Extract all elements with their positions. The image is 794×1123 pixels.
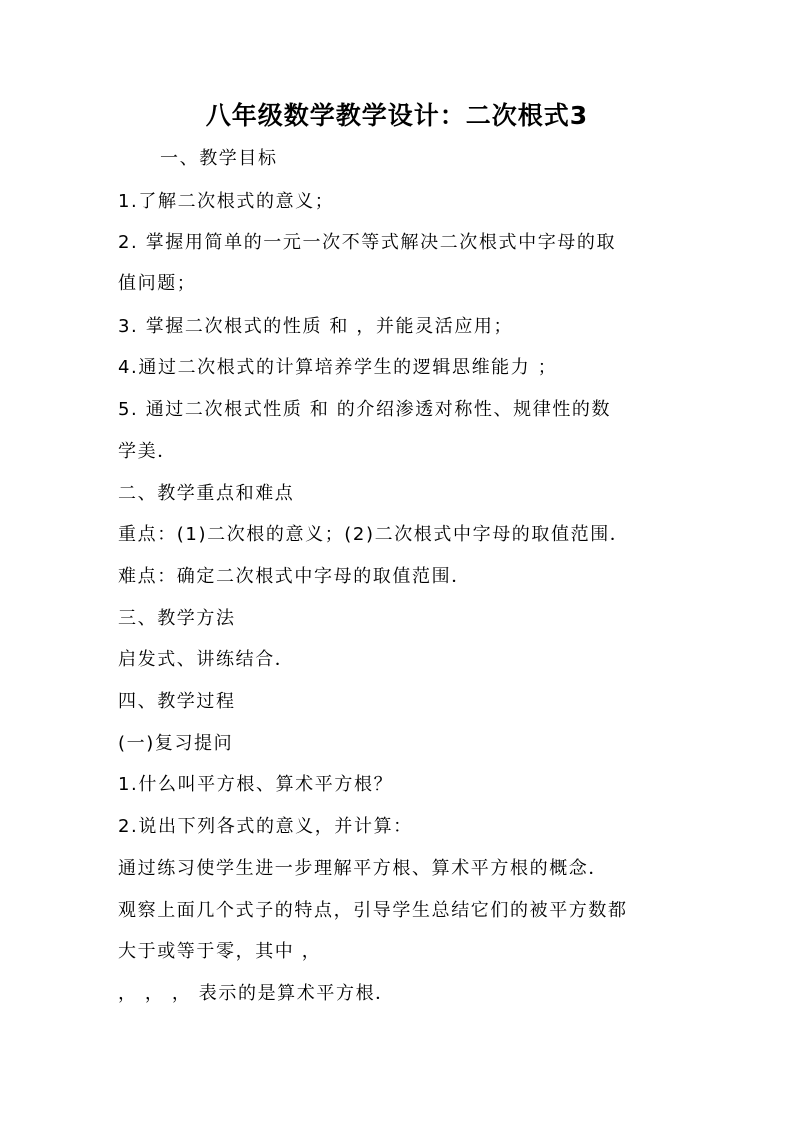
paragraph-line: 值问题； (118, 273, 197, 294)
paragraph-line: 难点：确定二次根式中字母的取值范围． (118, 566, 471, 587)
paragraph-line: 1.了解二次根式的意义； (118, 191, 335, 212)
section-heading-objectives: 一、教学目标 (160, 148, 278, 169)
paragraph-line: 5. 通过二次根式性质 和 的介绍渗透对称性、规律性的数 (118, 399, 612, 420)
document-title: 八年级数学教学设计：二次根式3 (205, 101, 589, 130)
paragraph-line: 4.通过二次根式的计算培养学生的逻辑思维能力 ； (118, 357, 558, 378)
paragraph-line: 2.说出下列各式的意义，并计算： (118, 816, 413, 837)
section-heading-process: 四、教学过程 (118, 691, 236, 712)
paragraph-line: 观察上面几个式子的特点，引导学生总结它们的被平方数都 (118, 900, 628, 921)
section-heading-key-points: 二、教学重点和难点 (118, 483, 295, 504)
paragraph-line: 启发式、讲练结合． (118, 649, 295, 670)
paragraph-line: 1.什么叫平方根、算术平方根？ (118, 774, 394, 795)
subsection-heading-review: (一)复习提问 (118, 733, 234, 754)
paragraph-line: 通过练习使学生进一步理解平方根、算术平方根的概念． (118, 858, 608, 879)
paragraph-line: 3. 掌握二次根式的性质 和 ，并能灵活应用； (118, 316, 514, 337)
paragraph-line: 学美． (118, 441, 177, 462)
paragraph-line: 大于或等于零，其中 ， (118, 941, 322, 962)
paragraph-line: ， ， ， 表示的是算术平方根． (118, 983, 395, 1004)
paragraph-line: 2. 掌握用简单的一元一次不等式解决二次根式中字母的取 (118, 232, 617, 253)
paragraph-line: 重点：(1)二次根的意义；(2)二次根式中字母的取值范围． (118, 524, 630, 545)
section-heading-methods: 三、教学方法 (118, 608, 236, 629)
